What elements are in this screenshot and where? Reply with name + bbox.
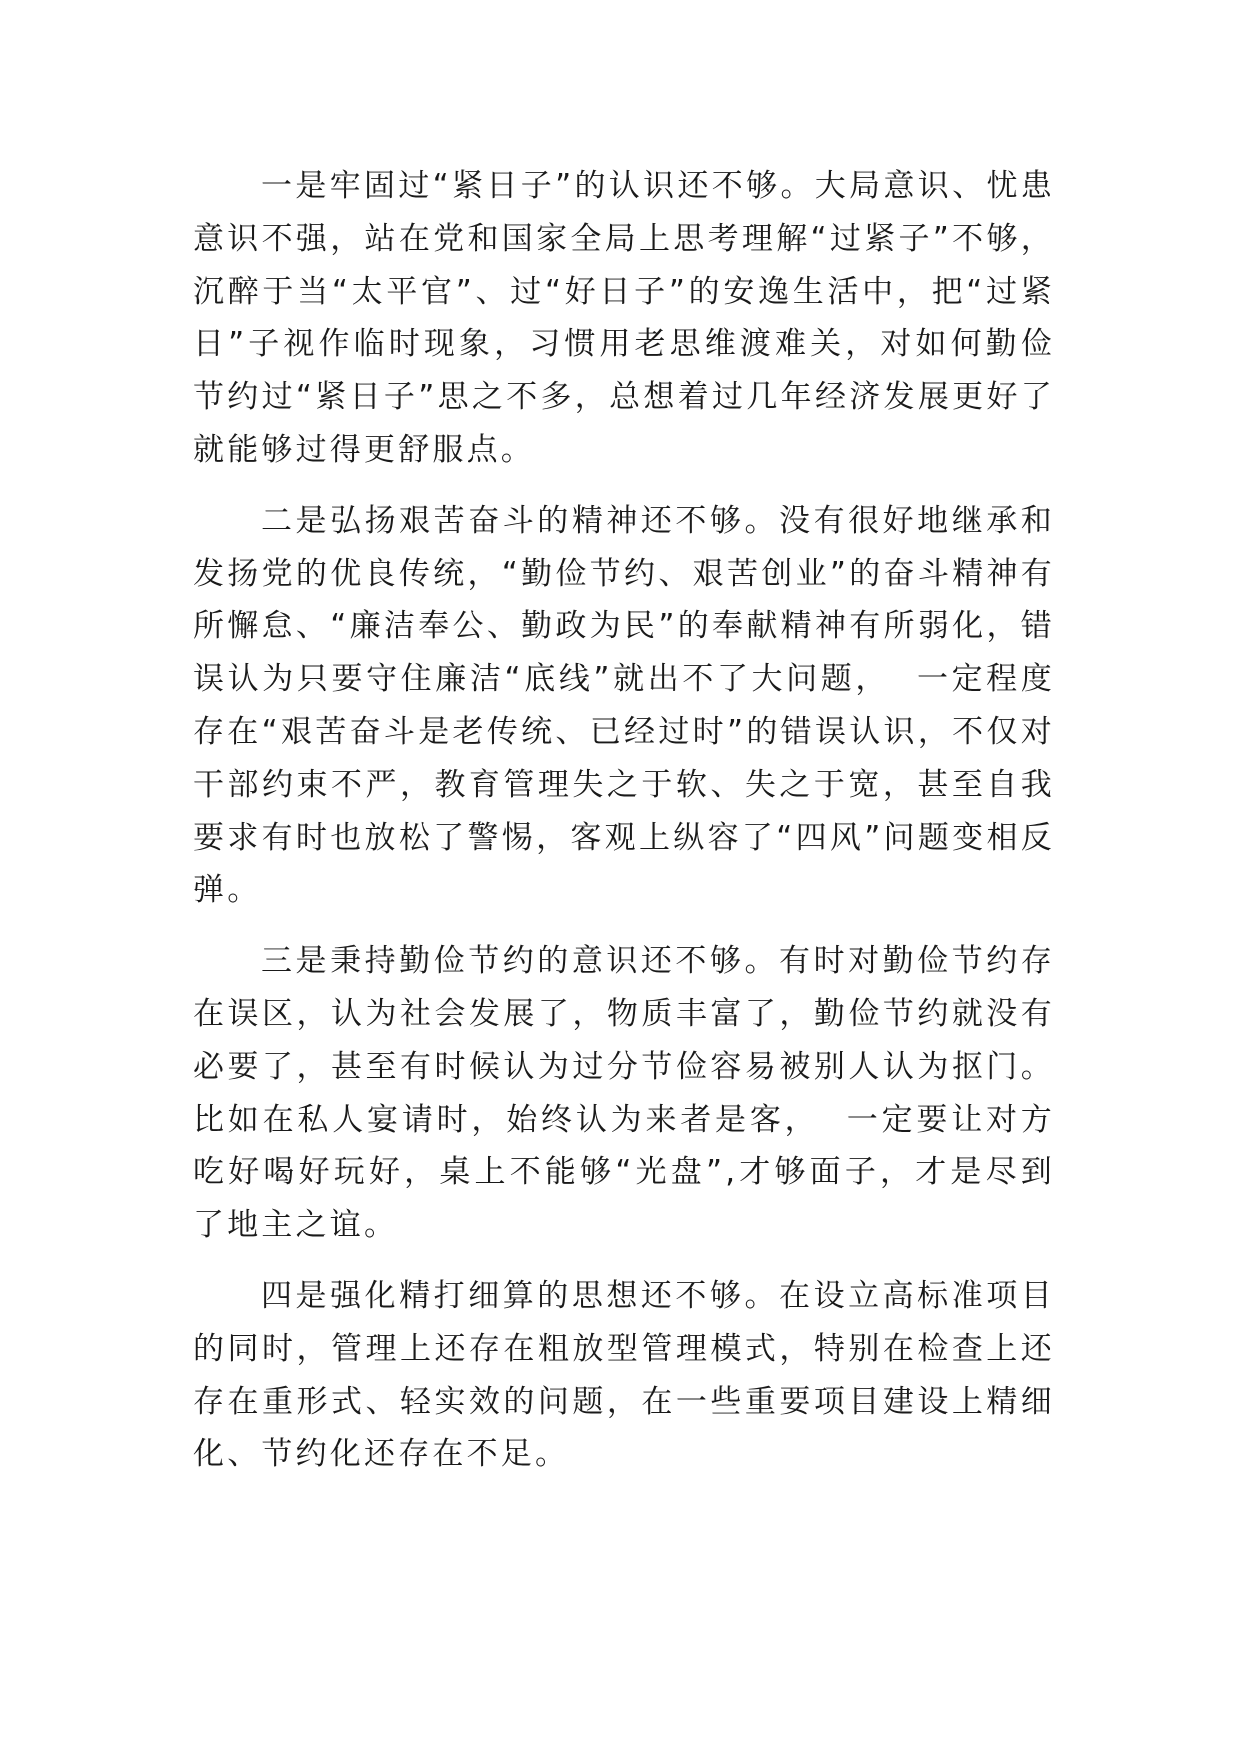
paragraph-4: 四是强化精打细算的思想还不够。在设立高标准项目的同时，管理上还存在粗放型管理模式，特别在检查上还存在重形式、轻实效的问题，在一些重要项目建设上精细化、节约化还存在不足。 (193, 1277, 1055, 1473)
paragraph-2: 二是弘扬艰苦奋斗的精神还不够。没有很好地继承和发扬党的优良传统，“勤俭节约、艰苦创业”的奋斗精神有所懈怠、“廉洁奉公、勤政为民”的奉献精神有所弱化，错误认为只要守住廉洁“底线”就出不了大问题， 一定程度存在“艰苦奋斗是老传统、已经过时”的错误认识，不仅对干部约束不严，教育管理失之于软、失之于宽，甚至自我要求有时也放松了警惕，客观上纵容了“四风”问题变相反弹。 (193, 502, 1055, 909)
paragraph-1: 一是牢固过“紧日子”的认识还不够。大局意识、忧患意识不强，站在党和国家全局上思考理解“过紧子”不够，沉醉于当“太平官”、过“好日子”的安逸生活中，把“过紧日”子视作临时现象，习惯用老思维渡难关，对如何勤俭节约过“紧日子”思之不多，总想着过几年经济发展更好了就能够过得更舒服点。 (193, 168, 1055, 468)
paragraph-3: 三是秉持勤俭节约的意识还不够。有时对勤俭节约存在误区，认为社会发展了，物质丰富了，勤俭节约就没有必要了，甚至有时候认为过分节俭容易被别人认为抠门。比如在私人宴请时，始终认为来者是客， 一定要让对方吃好喝好玩好，桌上不能够“光盘”,才够面子，才是尽到了地主之谊。 (193, 943, 1055, 1244)
document-body (193, 160, 1055, 1481)
